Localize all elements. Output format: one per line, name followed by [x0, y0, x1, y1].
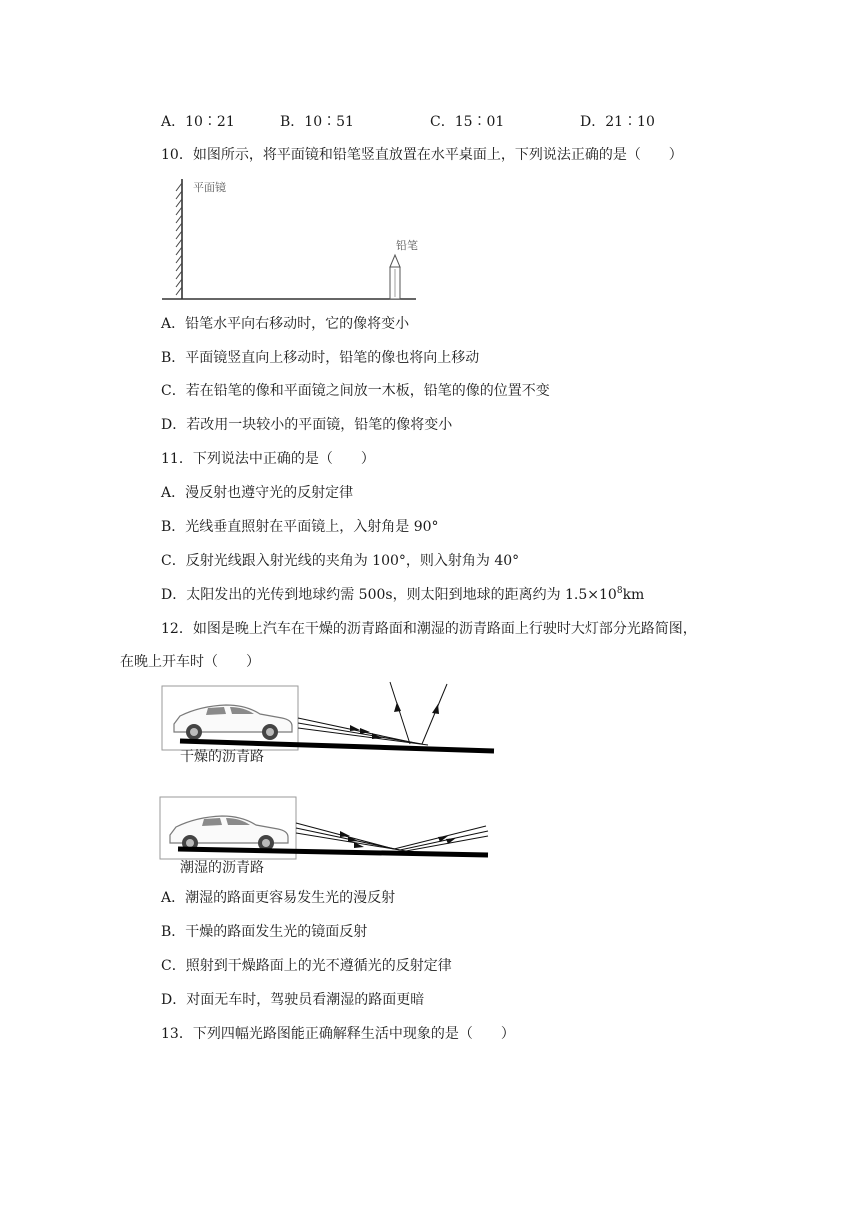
q9-option-d: D．21∶10 [580, 114, 655, 130]
mirror-hatching [176, 183, 182, 295]
q11-option-b: B．光线垂直照射在平面镜上，入射角是 90° [161, 519, 439, 535]
q11-stem: 11．下列说法中正确的是（ ） [161, 451, 375, 467]
wet-road-label: 潮湿的沥青路 [180, 860, 264, 876]
q11-option-d-text: D．太阳发出的光传到地球约需 500s，则太阳到地球的距离约为 1.5×10 [161, 587, 617, 603]
q9-option-b: B．10∶51 [280, 114, 354, 130]
pencil-shape [390, 255, 400, 299]
q11-option-d-unit: km [622, 587, 645, 603]
q11-option-a: A．漫反射也遵守光的反射定律 [161, 485, 354, 501]
wet-light-rays [296, 823, 488, 851]
q10-option-c: C．若在铅笔的像和平面镜之间放一木板，铅笔的像的位置不变 [161, 383, 550, 399]
q11-option-d-exponent: 8 [616, 586, 623, 596]
q12-option-a: A．潮湿的路面更容易发生光的漫反射 [161, 890, 396, 906]
q10-option-d: D．若改用一块较小的平面镜，铅笔的像将变小 [161, 417, 453, 433]
dry-ray-arrows [350, 702, 439, 739]
q12-stem-line2: 在晚上开车时（ ） [120, 654, 260, 670]
mirror-label: 平面镜 [193, 181, 226, 194]
dry-road-label: 干燥的沥青路 [180, 749, 264, 765]
q9-option-c: C．15∶01 [430, 114, 505, 130]
q12-option-b: B．干燥的路面发生光的镜面反射 [161, 924, 368, 940]
q10-stem: 10．如图所示，将平面镜和铅笔竖直放置在水平桌面上，下列说法正确的是（ ） [161, 147, 683, 163]
pencil-label: 铅笔 [396, 239, 418, 252]
q12-option-d: D．对面无车时，驾驶员看潮湿的路面更暗 [161, 992, 425, 1008]
q12-option-c: C．照射到干燥路面上的光不遵循光的反射定律 [161, 958, 452, 974]
q9-option-a: A．10∶21 [161, 114, 235, 130]
q11-option-d [161, 585, 644, 605]
q11-option-c: C．反射光线跟入射光线的夹角为 100°，则入射角为 40° [161, 553, 520, 569]
q10-option-b: B．平面镜竖直向上移动时，铅笔的像也将向上移动 [161, 350, 480, 366]
q13-stem: 13．下列四幅光路图能正确解释生活中现象的是（ ） [161, 1026, 515, 1042]
q10-option-a: A．铅笔水平向右移动时，它的像将变小 [161, 316, 410, 332]
q12-stem-line1: 12．如图是晚上汽车在干燥的沥青路面和潮湿的沥青路面上行驶时大灯部分光路简图， [161, 621, 697, 637]
